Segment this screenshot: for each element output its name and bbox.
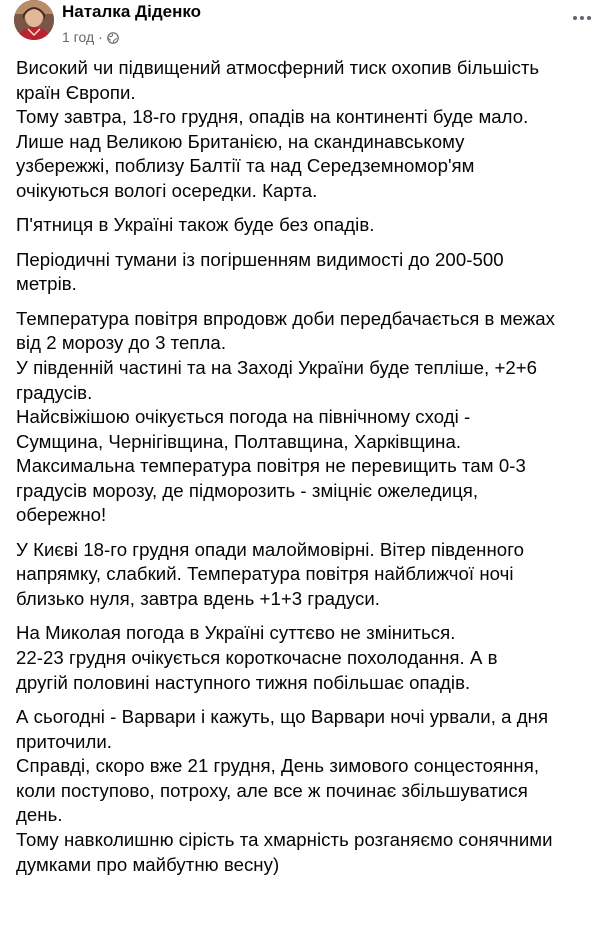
post-time[interactable]: 1 год	[62, 29, 95, 45]
post-paragraph	[16, 307, 606, 528]
text-line: градусів морозу, де підморозить - зміцніє ожеледиця,	[16, 479, 479, 501]
text-line: градусів.	[16, 381, 93, 403]
text-line: день.	[16, 804, 63, 826]
meta-separator: ·	[98, 29, 103, 45]
more-dot	[587, 16, 591, 20]
text-line: П'ятниця в Україні також буде без опадів.	[16, 214, 375, 236]
text-line: близько нуля, завтра вдень +1+3 градуси.	[16, 588, 381, 610]
text-line: Тому завтра, 18-го грудня, опадів на континенті буде мало.	[16, 106, 529, 128]
post-paragraph	[16, 56, 606, 204]
author-avatar[interactable]	[14, 0, 54, 40]
text-line: країн Європи.	[16, 81, 136, 103]
text-line: другій половині наступного тижня побільшає опадів.	[16, 671, 471, 693]
text-line: обережно!	[16, 504, 107, 526]
text-line: напрямку, слабкий. Температура повітря найближчої ночі	[16, 563, 514, 585]
text-line: Періодичні тумани із погіршенням видимості до 200-500	[16, 248, 504, 270]
text-line: Сумщина, Чернігівщина, Полтавщина, Харківщина.	[16, 430, 462, 452]
text-line: від 2 морозу до 3 тепла.	[16, 332, 227, 354]
text-line: Температура повітря впродовж доби передбачається в межах	[16, 307, 555, 329]
text-line: Лише над Великою Британією, на скандинавському	[16, 130, 465, 152]
text-line: метрів.	[16, 273, 77, 295]
text-line: У південній частині та на Заході України буде тепліше, +2+6	[16, 356, 538, 378]
text-line: очікуються вологі осередки. Карта.	[16, 179, 318, 201]
text-line: Максимальна температура повітря не перевищить там 0-3	[16, 455, 526, 477]
text-line: узбережжі, поблизу Балтії та над Середземномор'ям	[16, 155, 475, 177]
post-header	[0, 0, 609, 56]
post-paragraph	[16, 213, 606, 238]
text-line: Справді, скоро вже 21 грудня, День зимового сонцестояння,	[16, 755, 540, 777]
post-paragraph	[16, 248, 606, 297]
more-horizontal-icon	[573, 16, 577, 20]
avatar-photo-icon	[14, 0, 54, 40]
post-paragraph	[16, 621, 606, 695]
author-name[interactable]: Наталка Діденко	[62, 2, 202, 21]
post-text	[16, 56, 606, 887]
text-line: Високий чи підвищений атмосферний тиск охопив більшість	[16, 57, 540, 78]
post-meta	[62, 29, 119, 45]
post-paragraph	[16, 538, 606, 612]
text-line: Найсвіжішою очікується погода на північному сході -	[16, 406, 471, 428]
more-dot	[580, 16, 584, 20]
text-line: думками про майбутню весну)	[16, 853, 280, 875]
post-paragraph	[16, 705, 606, 877]
more-options-button[interactable]	[568, 8, 596, 28]
text-line: приточили.	[16, 730, 113, 752]
text-line: Тому навколишню сірість та хмарність розганяємо сонячними	[16, 829, 553, 850]
text-line: А сьогодні - Варвари і кажуть, що Варвари ночі урвали, а дня	[16, 706, 549, 728]
text-line: коли поступово, потроху, але все ж починає збільшуватися	[16, 779, 528, 801]
globe-icon[interactable]	[107, 31, 119, 43]
text-line: 22-23 грудня очікується короткочасне похолодання. А в	[16, 647, 498, 669]
text-line: У Києві 18-го грудня опади малоймовірні. Вітер південного	[16, 538, 525, 560]
text-line: На Миколая погода в Україні суттєво не зміниться.	[16, 622, 456, 644]
